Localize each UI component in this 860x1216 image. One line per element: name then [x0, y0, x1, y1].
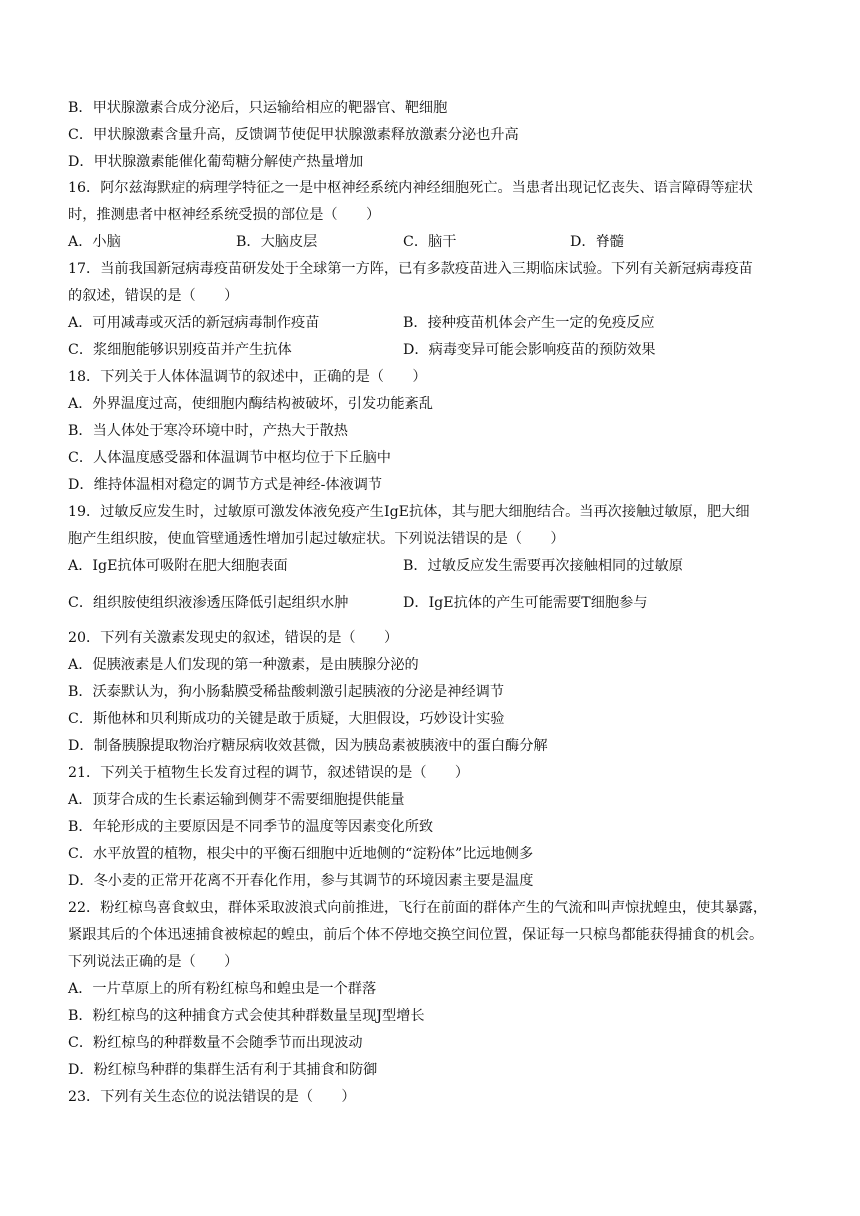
q21-option-c: C．水平放置的植物，根尖中的平衡石细胞中近地侧的“淀粉体”比远地侧多: [68, 846, 534, 862]
q16-option-b: B．大脑皮层: [236, 234, 318, 250]
q16-stem-line1: 16．阿尔兹海默症的病理学特征之一是中枢神经系统内神经细胞死亡。当患者出现记忆丧失、语言障碍等症状: [68, 180, 753, 196]
q20-option-d: D．制备胰腺提取物治疗糖尿病收效甚微，因为胰岛素被胰液中的蛋白酶分解: [68, 738, 548, 754]
q20-stem: 20．下列有关激素发现史的叙述，错误的是（ ）: [68, 630, 399, 646]
q21-option-d: D．冬小麦的正常开花离不开春化作用，参与其调节的环境因素主要是温度: [68, 873, 534, 889]
q18-option-c: C．人体温度感受器和体温调节中枢均位于下丘脑中: [68, 450, 391, 466]
q19-stem-line2: 胞产生组织胺，使血管壁通透性增加引起过敏症状。下列说法错误的是（ ）: [68, 531, 565, 547]
q22-option-a: A．一片草原上的所有粉红椋鸟和蝗虫是一个群落: [68, 981, 377, 997]
q18-option-a: A．外界温度过高，使细胞内酶结构被破坏，引发功能紊乱: [68, 396, 433, 412]
q20-option-b: B．沃泰默认为，狗小肠黏膜受稀盐酸刺激引起胰液的分泌是神经调节: [68, 684, 505, 700]
q22-stem-line1: 22．粉红椋鸟喜食蚁虫，群体采取波浪式向前推进，飞行在前面的群体产生的气流和叫声惊扰蝗虫，使其暴露，: [68, 900, 768, 916]
q17-option-b: B．接种疫苗机体会产生一定的免疫反应: [403, 315, 655, 331]
q16-option-d: D．脊髓: [570, 234, 624, 250]
q21-stem: 21．下列关于植物生长发育过程的调节，叙述错误的是（ ）: [68, 765, 470, 781]
q20-option-a: A．促胰液素是人们发现的第一种激素，是由胰腺分泌的: [68, 657, 419, 673]
q21-option-b: B．年轮形成的主要原因是不同季节的温度等因素变化所致: [68, 819, 434, 835]
q19-option-a: A．IgE抗体可吸附在肥大细胞表面: [68, 558, 288, 574]
q23-stem: 23．下列有关生态位的说法错误的是（ ）: [68, 1089, 356, 1105]
q17-option-a: A．可用减毒或灭活的新冠病毒制作疫苗: [68, 315, 320, 331]
q18-option-b: B．当人体处于寒冷环境中时，产热大于散热: [68, 423, 348, 439]
q20-option-c: C．斯他林和贝利斯成功的关键是敢于质疑，大胆假设，巧妙设计实验: [68, 711, 505, 727]
q19-option-d: D．IgE抗体的产生可能需要T细胞参与: [403, 595, 648, 611]
q22-option-b: B．粉红椋鸟的这种捕食方式会使其种群数量呈现J型增长: [68, 1008, 425, 1024]
q17-stem-line2: 的叙述，错误的是（ ）: [68, 288, 239, 304]
q15-option-d: D．甲状腺激素能催化葡萄糖分解使产热量增加: [68, 154, 364, 170]
q16-option-a: A．小脑: [68, 234, 121, 250]
q19-option-b: B．过敏反应发生需要再次接触相同的过敏原: [403, 558, 683, 574]
q21-option-a: A．顶芽合成的生长素运输到侧芽不需要细胞提供能量: [68, 792, 405, 808]
q22-option-c: C．粉红椋鸟的种群数量不会随季节而出现波动: [68, 1035, 363, 1051]
q22-stem-line2: 紧跟其后的个体迅速捕食被椋起的蝗虫，前后个体不停地交换空间位置，保证每一只椋鸟都能获得捕食的机会。: [68, 927, 764, 943]
q15-option-c: C．甲状腺激素含量升高，反馈调节使促甲状腺激素释放激素分泌也升高: [68, 127, 519, 143]
q18-stem: 18．下列关于人体体温调节的叙述中，正确的是（ ）: [68, 369, 427, 385]
q19-option-c: C．组织胺使组织液渗透压降低引起组织水肿: [68, 595, 349, 611]
q17-stem-line1: 17．当前我国新冠病毒疫苗研发处于全球第一方阵，已有多款疫苗进入三期临床试验。下列有关新冠病毒疫苗: [68, 261, 753, 277]
q16-option-c: C．脑干: [403, 234, 457, 250]
q16-stem-line2: 时，推测患者中枢神经系统受损的部位是（ ）: [68, 207, 381, 223]
q18-option-d: D．维持体温相对稳定的调节方式是神经-体液调节: [68, 477, 383, 493]
q22-stem-line3: 下列说法正确的是（ ）: [68, 954, 239, 970]
q15-option-b: B．甲状腺激素合成分泌后，只运输给相应的靶器官、靶细胞: [68, 100, 448, 116]
q17-option-c: C．浆细胞能够识别疫苗并产生抗体: [68, 342, 292, 358]
q19-stem-line1: 19．过敏反应发生时，过敏原可激发体液免疫产生IgE抗体，其与肥大细胞结合。当再次接触过敏原，肥大细: [68, 504, 750, 520]
q17-option-d: D．病毒变异可能会影响疫苗的预防效果: [403, 342, 656, 358]
q22-option-d: D．粉红椋鸟种群的集群生活有利于其捕食和防御: [68, 1062, 378, 1078]
